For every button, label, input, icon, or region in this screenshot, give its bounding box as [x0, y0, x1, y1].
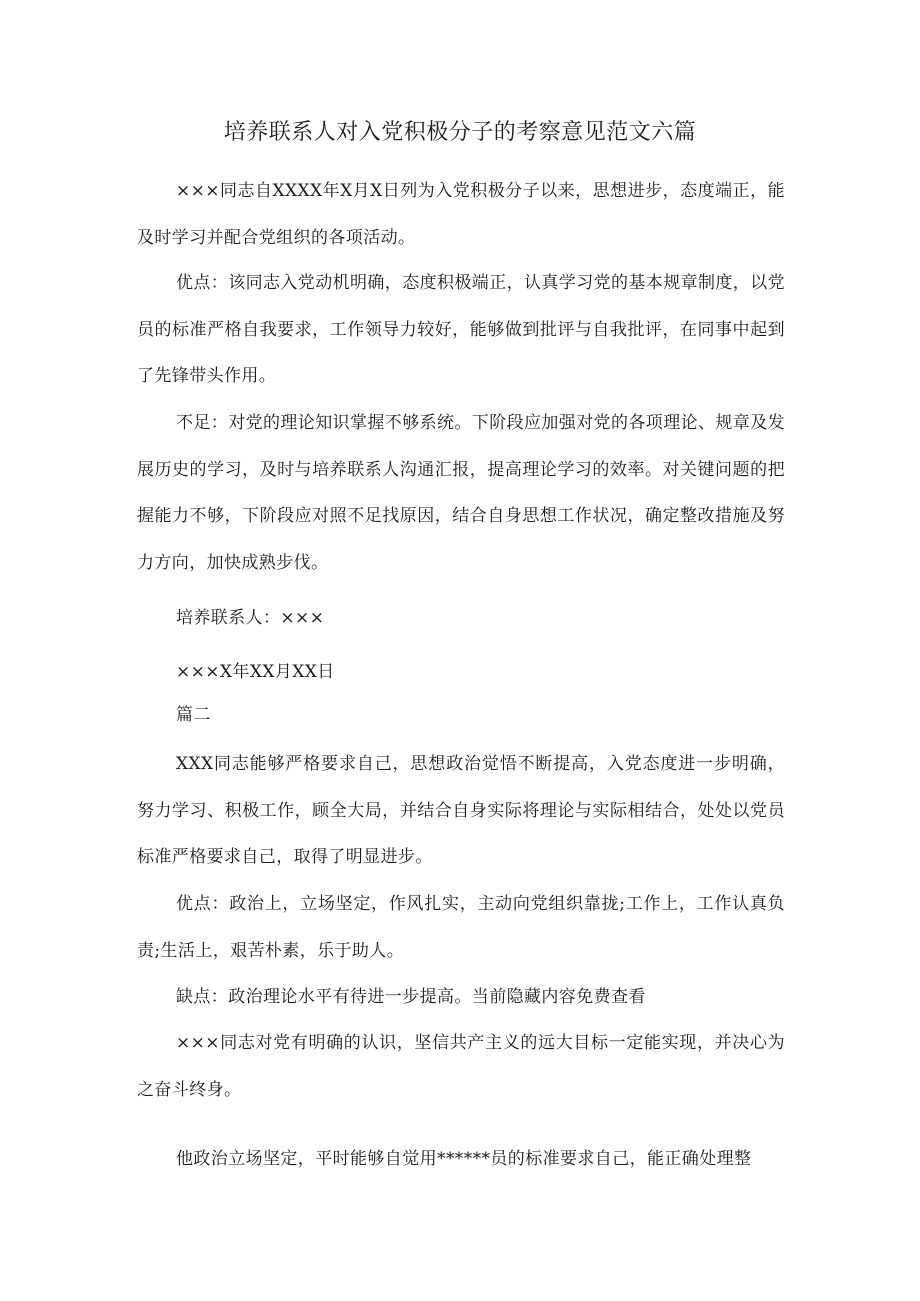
paragraph-section2-weaknesses: 缺点：政治理论水平有待进一步提高。当前隐藏内容免费查看 — [176, 987, 646, 1007]
paragraph-strengths: 优点：该同志入党动机明确，态度积极端正，认真学习党的基本规章制度，以党员的标准严格自我要求，工作领导力较好，能够做到批评与自我批评，在同事中起到了先锋带头作用。 — [137, 273, 785, 386]
section-label: 篇二 — [176, 705, 211, 725]
paragraph-intro: ×××同志自XXXX年X月X日列为入党积极分子以来，思想进步，态度端正，能及时学习并配合党组织的各项活动。 — [137, 181, 785, 248]
paragraph-section2-strengths: 优点：政治上，立场坚定，作风扎实，主动向党组织靠拢;工作上，工作认真负责;生活上，艰苦朴素，乐于助人。 — [137, 894, 785, 961]
date-line: ×××X年XX月XX日 — [176, 662, 335, 682]
paragraph-belief: ×××同志对党有明确的认识，坚信共产主义的远大目标一定能实现，并决心为之奋斗终身。 — [137, 1033, 785, 1100]
paragraph-weaknesses: 不足：对党的理论知识掌握不够系统。下阶段应加强对党的各项理论、规章及发展历史的学习，及时与培养联系人沟通汇报，提高理论学习的效率。对关键问题的把握能力不够，下阶段应对照不足找原因，结合自身思想工作状况，确定整改措施及努力方向，加快成熟步伐。 — [137, 413, 785, 573]
paragraph-section2-intro: XXX同志能够严格要求自己，思想政治觉悟不断提高，入党态度进一步明确，努力学习、积极工作，顾全大局，并结合自身实际将理论与实际相结合，处处以党员标准严格要求自己，取得了明显进步。 — [137, 754, 785, 867]
signature-line: 培养联系人：××× — [176, 608, 325, 628]
document-title: 培养联系人对入党积极分子的考察意见范文六篇 — [223, 120, 697, 145]
paragraph-political-stance: 他政治立场坚定，平时能够自觉用******员的标准要求自己，能正确处理整 — [176, 1149, 752, 1169]
